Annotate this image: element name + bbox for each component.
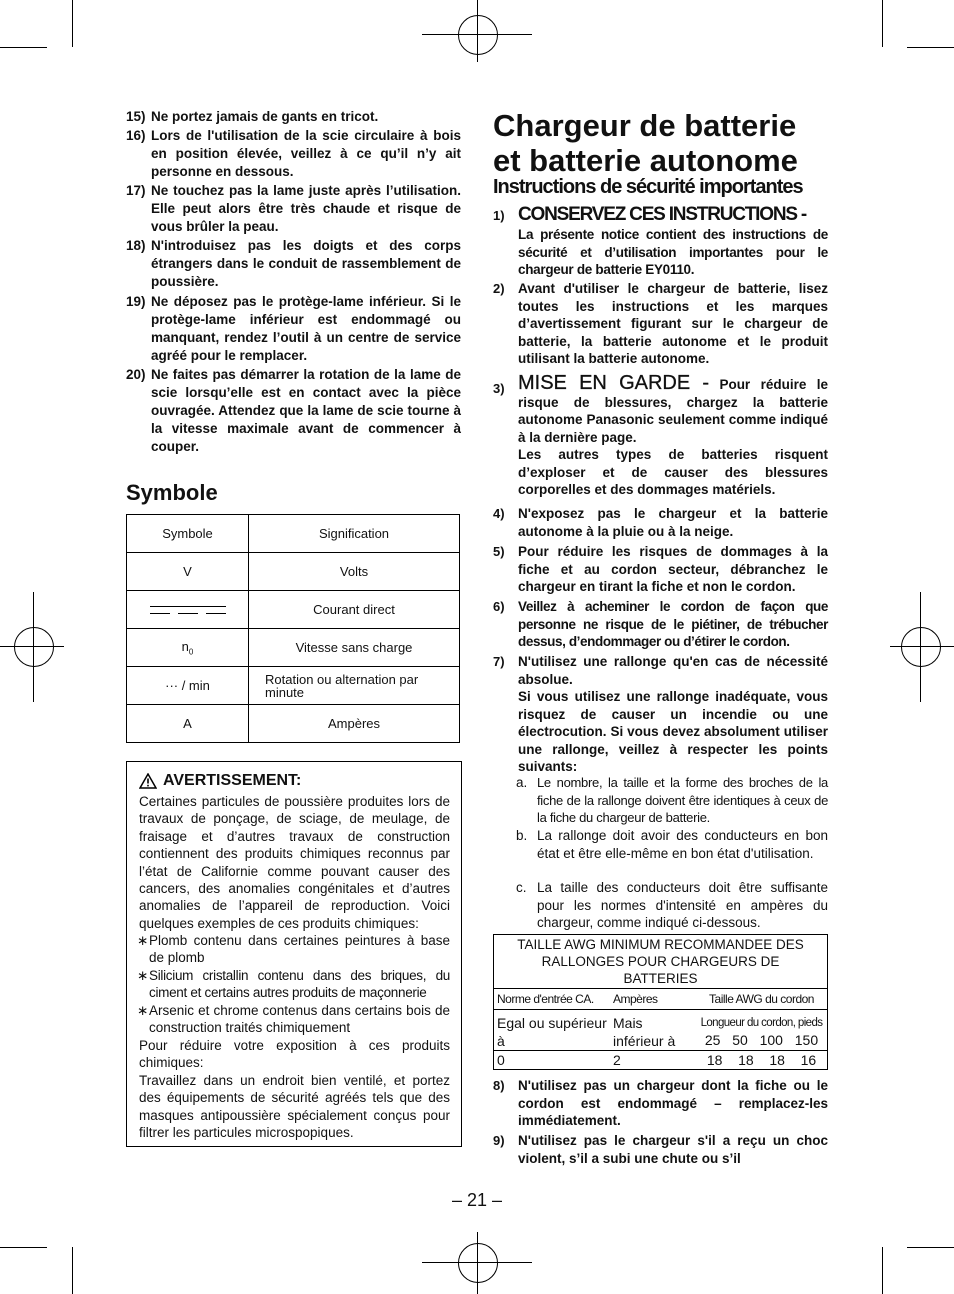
page-number: – 21 – (451, 1190, 503, 1210)
section-heading: Symbole (126, 480, 218, 505)
warning-box (126, 761, 462, 1147)
list-item: 2) Avant d'utiliser le chargeur de batterie, lisez toutes les instructions et les marques d’avertissement figurant sur le chargeur de batterie, la batterie autonome et le produit utilisant la batterie autonome. (493, 281, 828, 366)
table-row (127, 667, 460, 705)
table-header-cell: Taille AWG du cordon (696, 989, 828, 1010)
table-cell: Egal ou supérieur à (494, 1010, 611, 1051)
table-row (494, 989, 828, 1010)
meaning-cell: Volts (249, 553, 460, 591)
length-label: 50 (732, 1032, 748, 1048)
awg-table-title: TAILLE AWG MINIMUM RECOMMANDEE DES RALLONGES POUR CHARGEURS DE BATTERIES (494, 935, 828, 989)
table-row (127, 553, 460, 591)
warning-title: AVERTISSEMENT: (163, 772, 302, 789)
warning-triangle-icon (139, 773, 157, 789)
awg-value: 16 (800, 1052, 817, 1068)
table-row (494, 935, 828, 989)
length-label: 25 (704, 1032, 721, 1048)
list-item: 15) Ne portez jamais de gants en tricot. (126, 109, 379, 124)
meaning-cell: Ampères (249, 705, 460, 743)
table-row (494, 1010, 828, 1051)
list-item: 1) CONSERVEZ CES INSTRUCTIONS - La présente notice contient des instructions de sécurité et d’utilisation importantes pour le chargeur de batterie EY0110. (493, 204, 828, 277)
table-cell: Mais inférieur à (610, 1010, 696, 1051)
table-header-cell: Ampères (610, 989, 696, 1010)
list-item: 16) Lors de l'utilisation de la scie circulaire à bois en position élevée, veillez à ce qu’il n’y ait personne en dessous. (126, 128, 461, 179)
table-header-cell: Norme d'entrée CA. (494, 989, 611, 1010)
awg-table (493, 934, 828, 1070)
table-row (127, 705, 460, 743)
meaning-cell: Courant direct (249, 591, 460, 629)
symbol-cell (127, 591, 249, 629)
warning-bullet: ∗ Arsenic et chrome contenus dans certains bois de construction traités chimiquement (137, 1003, 450, 1036)
list-item: 20) Ne faites pas démarrer la rotation de la lame de scie lorsqu’elle est en contact avec la pièce ouvragée. Attendez que la lame de scie tourne à la vitesse maximale avant de commencer à couper. (126, 367, 461, 454)
symbol-cell: ··· / min (127, 667, 249, 705)
list-item: 7) N'utilisez une rallonge qu'en cas de nécessité absolue. Si vous utilisez une rallonge inadéquate, vous risquez de causer un incendie ou une électrocution. Si vous devez absolument utiliser une rallonge, veillez à respecter les points suivants: (493, 654, 828, 774)
warning-intro: Certaines particules de poussière produites lors de travaux de ponçage, de sciage, de meulage, de fraisage et d’autres travaux de construction contiennent des produits chimiques reconnus par l’état de Californie comme pouvant causer des cancers, des anomalies congénitales et d’autres anomalies de l’appareil de reproduction. Voici quelques exemples de ces produits chimiques: (139, 794, 450, 931)
symbol-cell: V (127, 553, 249, 591)
warning-bullet: ∗ Plomb contenu dans certaines peintures à base de plomb (137, 933, 450, 966)
sub-item: b. La rallonge doit avoir des conducteurs en bon état et être elle-même en bon état d'utilisation. (516, 828, 828, 861)
length-label: 150 (794, 1032, 819, 1048)
direct-current-icon (150, 606, 226, 614)
table-header-cell: Symbole (127, 515, 249, 553)
symbol-cell: $n_0$ (127, 629, 249, 667)
table-row (127, 515, 460, 553)
warning-paragraph: Pour réduire votre exposition à ces produits chimiques: (139, 1038, 450, 1071)
table-cell (696, 1051, 828, 1070)
meaning-cell: Rotation ou alternation par minute (249, 667, 460, 705)
sub-item: c. La taille des conducteurs doit être suffisante pour les normes d'intensité en ampères du chargeur, comme indiqué ci-dessous. (516, 880, 828, 930)
table-row (127, 591, 460, 629)
list-item: 18) N'introduisez pas les doigts et des corps étrangers dans le conduit de rassemblement de poussière. (126, 238, 461, 289)
awg-value: 18 (769, 1052, 785, 1068)
list-item: 5) Pour réduire les risques de dommages à la fiche et au cordon secteur, débranchez le chargeur en tirant la fiche et non le cordon. (493, 544, 828, 594)
warning-paragraph: Travaillez dans un endroit bien ventilé, et portez des équipements de sécurité agréés tels que des masques antipoussière spécialement conçus pour filtrer les particules microspopiques. (139, 1073, 450, 1141)
list-item: 4) N'exposez pas le chargeur et la batterie autonome à la pluie ou à la neige. (493, 506, 828, 539)
table-cell: 2 (610, 1051, 696, 1070)
table-cell: Longueur du cordon, pieds 25 50 100 150 (696, 1010, 828, 1051)
table-cell: 0 (494, 1051, 611, 1070)
sub-item: a. Le nombre, la taille et la forme des broches de la fiche de la rallonge doivent être identiques à ceux de la fiche du chargeur de batterie. (516, 775, 828, 825)
table-row (127, 629, 460, 667)
meaning-cell: Vitesse sans charge (249, 629, 460, 667)
symbol-cell: A (127, 705, 249, 743)
list-item: 9) N'utilisez pas le chargeur s'il a reçu un choc violent, s’il a subi une chute ou s’il (493, 1133, 828, 1166)
warning-bullet: ∗ Silicium cristallin contenu dans des briques, du ciment et certains autres produits de maçonnerie (137, 968, 450, 1001)
list-item: 17) Ne touchez pas la lame juste après l’utilisation. Elle peut alors être très chaude et risque de vous brûler la peau. (126, 183, 461, 234)
awg-value: 18 (706, 1052, 723, 1068)
page-title: Chargeur de batterie et batterie autonome (493, 108, 798, 178)
table-row (494, 1051, 828, 1070)
list-item: 8) N'utilisez pas un chargeur dont la fiche ou le cordon est endommagé – remplacez-les immédiatement. (493, 1078, 828, 1128)
list-item: 3) MISE EN GARDE - Pour réduire le risque de blessures, chargez la batterie autonome Panasonic seulement comme indiqué à la dernière page. Les autres types de batteries risquent d’exploser et de causer des blessures corporelles et des dommages matériels. (493, 372, 828, 497)
section-subtitle: Instructions de sécurité importantes (493, 176, 803, 198)
awg-value: 18 (738, 1052, 754, 1068)
length-label: 100 (759, 1032, 783, 1048)
list-item: 19) Ne déposez pas le protège-lame inférieur. Si le protège-lame inférieur est endommagé ou manquant, rendez l’outil à un centre de service agréé pour le remplacer. (126, 294, 461, 363)
symbol-table (126, 514, 460, 743)
table-header-cell: Signification (249, 515, 460, 553)
list-item: 6) Veillez à acheminer le cordon de façon que personne ne risque de le piétiner, de trébucher dessus, d’endommager ou d’étirer le cordon. (493, 599, 828, 649)
